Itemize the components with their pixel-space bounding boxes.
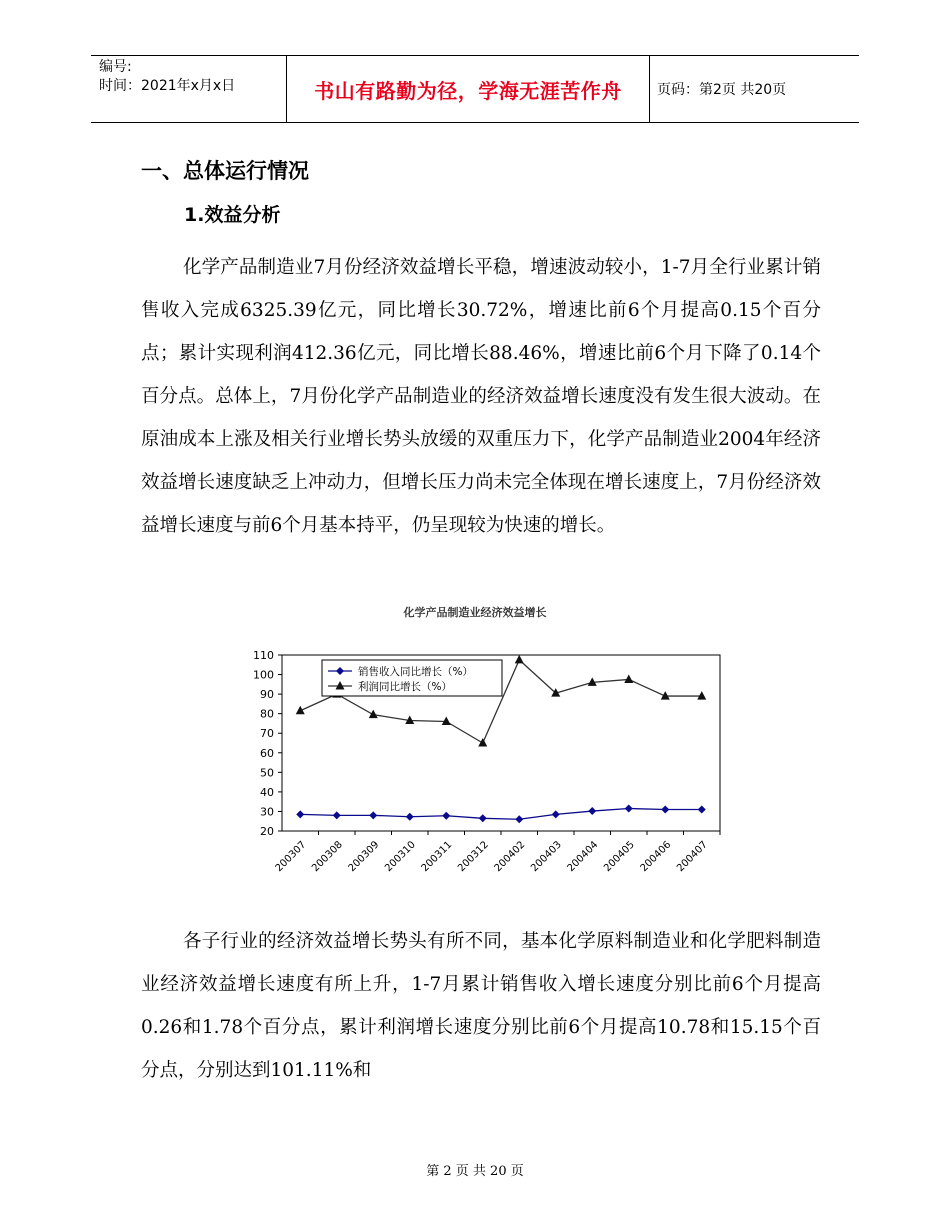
x-tick-label: 200404 [565,839,601,875]
y-tick-label: 90 [260,688,274,702]
header-page-number: 页码：第2页 共20页 [657,82,787,98]
paragraph-1: 化学产品制造业7月份经济效益增长平稳，增速波动较小，1-7月全行业累计销售收入完成6325.39亿元，同比增长30.72%，增速比前6个月提高0.15个百分点；累计实现利润412.36亿元，同比增长88.46%，增速比前6个月下降了0.14个百分点。总体上，7月份化学产品制造业的经济效益增长速度没有发生很大波动。在原油成本上涨及相关行业增长势头放缓的双重压力下，化学产品制造业2004年经济效益增长速度缺乏上冲动力，但增长压力尚未完全体现在增长速度上，7月份经济效益增长速度与前6个月基本持平，仍呈现较为快速的增长。 [141,257,821,536]
x-tick-label: 200308 [310,839,345,875]
y-tick-label: 20 [260,825,274,838]
y-tick-label: 50 [260,766,274,780]
y-tick-label: 40 [260,785,274,799]
legend-label-1: 销售收入同比增长（%） [358,666,473,678]
section-title: 一、总体运行情况 [141,159,309,183]
y-tick-label: 80 [260,707,274,721]
x-tick-label: 200311 [419,839,455,875]
time-label: 时间：2021年x月x日 [99,78,236,94]
y-tick-label: 60 [260,746,274,760]
sub-title: 1.效益分析 [184,204,281,226]
paragraph-2: 各子行业的经济效益增长势头有所不同，基本化学原料制造业和化学肥料制造业经济效益增长速度有所上升，1-7月累计销售收入增长速度分别比前6个月提高0.26和1.78个百分点，累计利润增长速度分别比前6个月提高10.78和15.15个百分点，分别达到101.11%和 [141,931,821,1081]
x-tick-label: 200310 [383,839,418,875]
header-motto: 书山有路勤为径，学海无涯苦作舟 [286,56,650,122]
legend-label-2: 利润同比增长（%） [358,681,452,693]
line-chart [230,622,750,892]
serial-label: 编号: [99,59,132,75]
x-tick-label: 200312 [456,839,491,875]
x-tick-label: 200307 [273,839,309,875]
x-tick-label: 200407 [675,839,710,875]
y-tick-label: 110 [253,649,274,662]
y-tick-label: 70 [260,727,274,741]
x-tick-label: 200402 [492,839,528,875]
header-meta [99,58,235,96]
x-tick-label: 200403 [529,839,564,875]
y-tick-label: 100 [253,668,274,682]
page-header [91,55,859,123]
page-footer: 第 2 页 共 20 页 [426,1164,524,1179]
chart-title: 化学产品制造业经济效益增长 [403,606,547,619]
x-tick-label: 200405 [602,839,637,875]
x-tick-label: 200406 [638,839,674,875]
x-tick-label: 200309 [346,839,382,875]
y-tick-label: 30 [260,805,274,819]
